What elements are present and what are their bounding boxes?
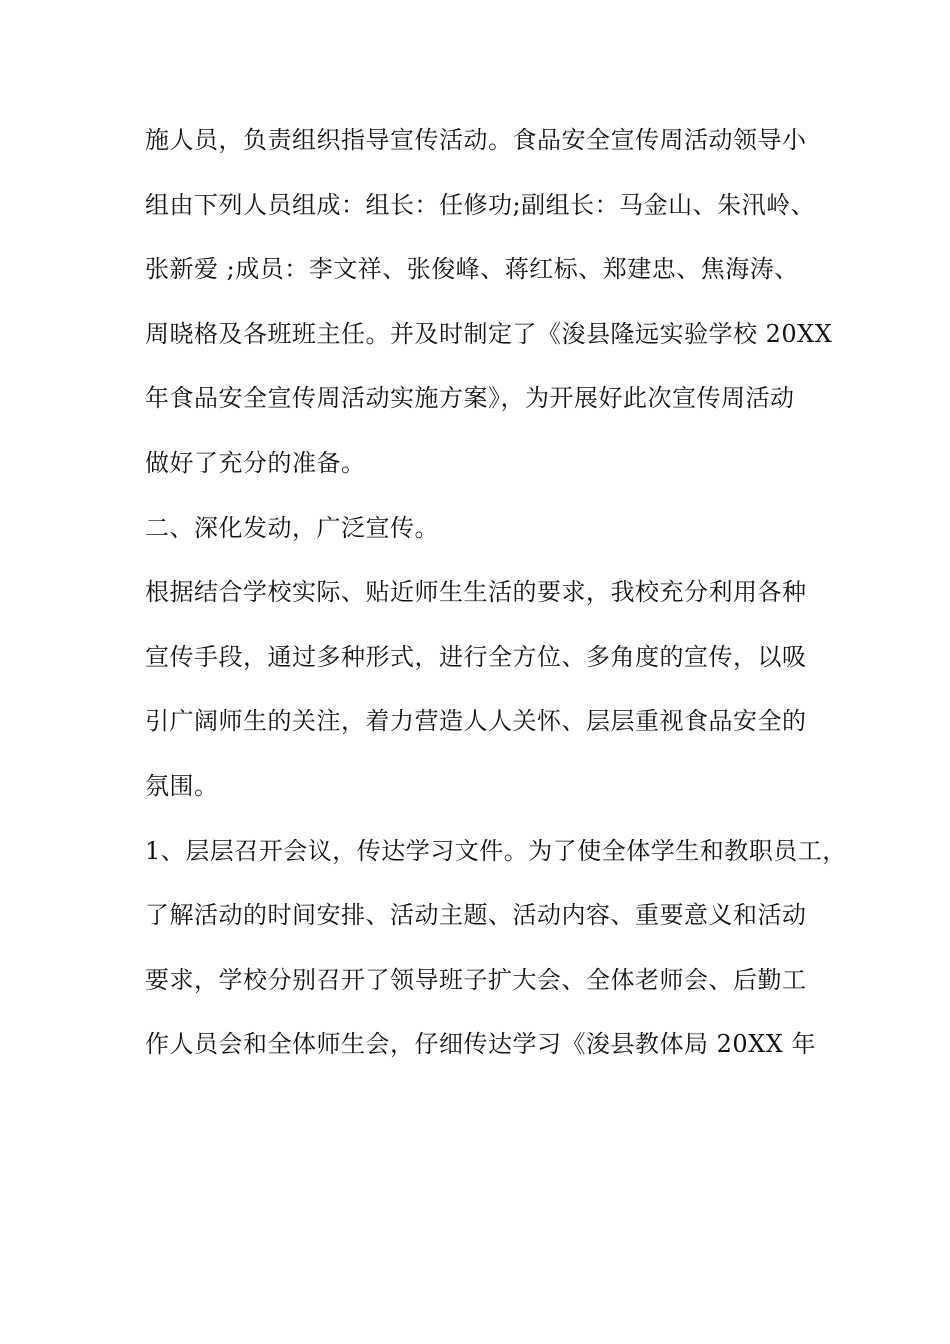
text-line: 年食品安全宣传周活动实施方案》，为开展好此次宣传周活动 [145,384,795,413]
text-line: 周晓格及各班班主任。并及时制定了《浚县隆远实验学校 20XX [145,319,833,348]
text-line: 1、层层召开会议，传达学习文件。为了使全体学生和教职员工， [145,836,847,865]
text-line: 宣传手段，通过多种形式，进行全方位、多角度的宣传，以吸 [145,642,807,671]
text-line: 要求，学校分别召开了领导班子扩大会、全体老师会、后勤工 [145,965,807,994]
text-line: 根据结合学校实际、贴近师生生活的要求，我校充分利用各种 [145,578,807,607]
text-line: 施人员，负责组织指导宣传活动。食品安全宣传周活动领导小 [145,126,807,154]
text-line: 做好了充分的准备。 [145,448,366,477]
section-heading: 二、深化发动，广泛宣传。 [145,513,439,542]
text-line: 引广阔师生的关注，着力营造人人关怀、层层重视食品安全的 [145,707,807,736]
text-line: 作人员会和全体师生会，仔细传达学习《浚县教体局 20XX 年 [145,1030,816,1059]
text-line: 了解活动的时间安排、活动主题、活动内容、重要意义和活动 [145,901,807,930]
text-line: 组由下列人员组成：组长：任修功;副组长：马金山、朱汛岭、 [145,190,816,219]
text-line: 氛围。 [145,771,219,800]
text-line: 张新爱 ;成员：李文祥、张俊峰、蒋红标、郑建忠、焦海涛、 [145,255,799,284]
document-body [145,126,847,1097]
